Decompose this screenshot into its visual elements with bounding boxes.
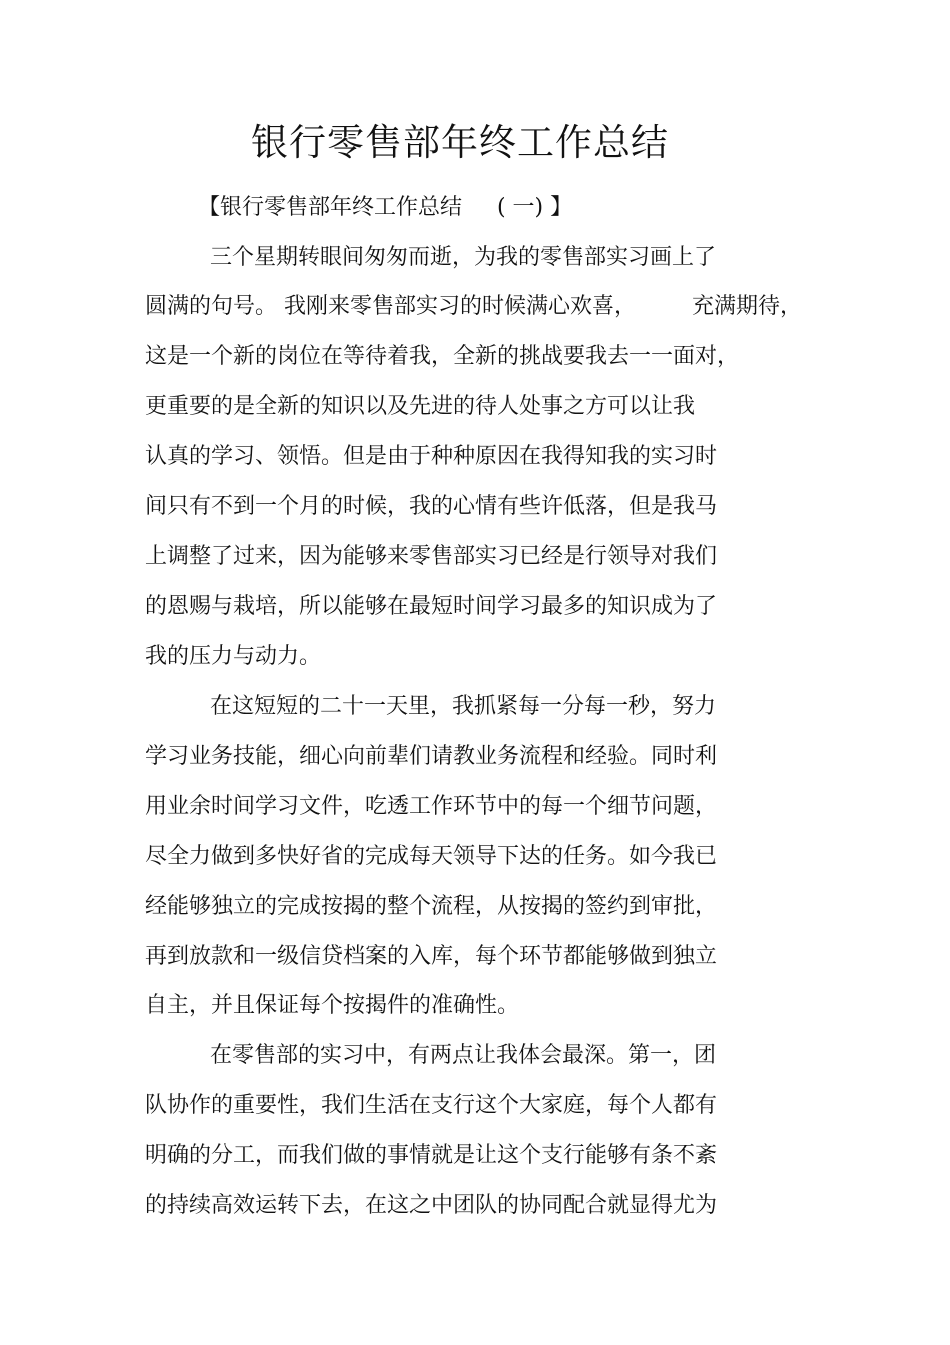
paragraph-line: 在零售部的实习中，有两点让我体会最深。第一，团 <box>210 1043 717 1068</box>
paragraph-line: 这是一个新的岗位在等待着我，全新的挑战要我去一一面对， <box>145 344 740 369</box>
paragraph-line: 明确的分工，而我们做的事情就是让这个支行能够有条不紊 <box>145 1143 718 1168</box>
paragraph-line: 间只有不到一个月的时候，我的心情有些许低落，但是我马 <box>145 494 718 519</box>
paragraph-line: 我的压力与动力。 <box>145 644 322 669</box>
paragraph-line: 自主，并且保证每个按揭件的准确性。 <box>145 993 520 1018</box>
paragraph-line: 更重要的是全新的知识以及先进的待人处事之方可以让我 <box>145 394 696 419</box>
paragraph-line: 圆满的句号。 我刚来零售部实习的时候满心欢喜， 充满期待， <box>145 294 802 319</box>
paragraph-line: 尽全力做到多快好省的完成每天领导下达的任务。如今我已 <box>145 844 718 869</box>
section-heading: 【银行零售部年终工作总结 ( 一) 】 <box>198 195 573 220</box>
paragraph-line: 经能够独立的完成按揭的整个流程，从按揭的签约到审批， <box>145 894 718 919</box>
paragraph-line: 在这短短的二十一天里，我抓紧每一分每一秒，努力 <box>210 694 717 719</box>
paragraph-line: 学习业务技能，细心向前辈们请教业务流程和经验。同时利 <box>145 744 718 769</box>
paragraph-line: 再到放款和一级信贷档案的入库，每个环节都能够做到独立 <box>145 944 718 969</box>
paragraph-line: 的恩赐与栽培，所以能够在最短时间学习最多的知识成为了 <box>145 594 718 619</box>
paragraph-line: 用业余时间学习文件，吃透工作环节中的每一个细节问题， <box>145 794 718 819</box>
paragraph-line: 队协作的重要性，我们生活在支行这个大家庭，每个人都有 <box>145 1093 718 1118</box>
paragraph-line: 三个星期转眼间匆匆而逝，为我的零售部实习画上了 <box>210 245 717 270</box>
page-title: 银行零售部年终工作总结 <box>251 121 669 164</box>
paragraph-line: 上调整了过来，因为能够来零售部实习已经是行领导对我们 <box>145 544 718 569</box>
paragraph-line: 的持续高效运转下去，在这之中团队的协同配合就显得尤为 <box>145 1193 718 1218</box>
paragraph-line: 认真的学习、领悟。但是由于种种原因在我得知我的实习时 <box>145 444 718 469</box>
